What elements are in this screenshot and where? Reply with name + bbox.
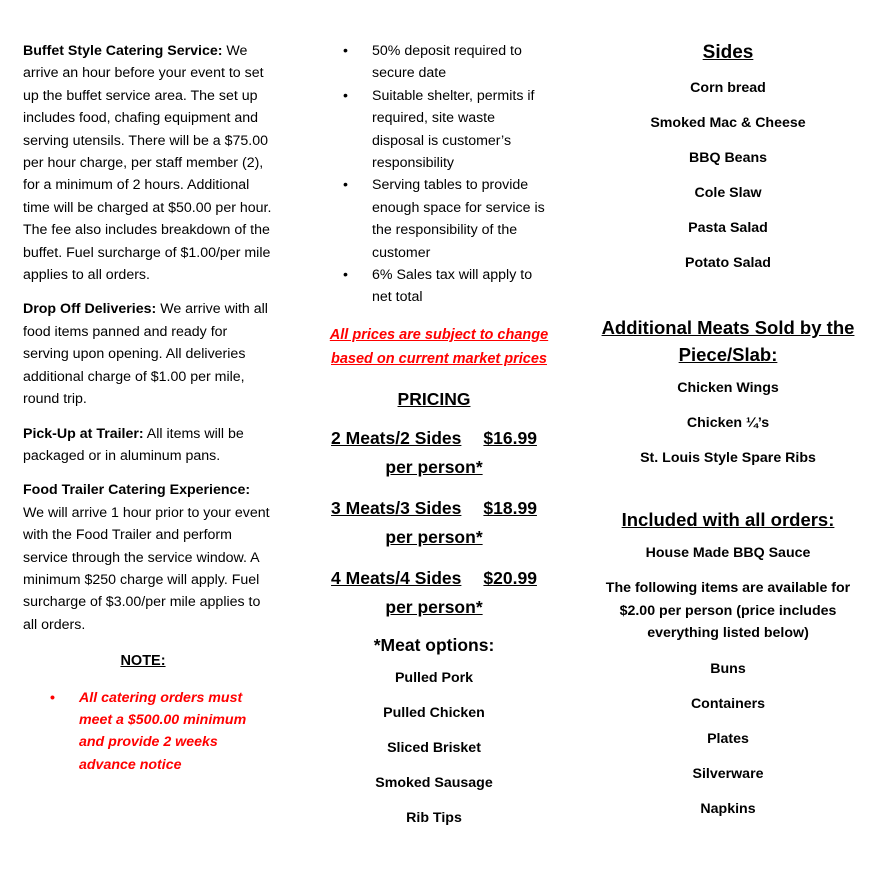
package-price: $18.99 bbox=[483, 497, 537, 518]
service-heading: Food Trailer Catering Experience: bbox=[23, 482, 251, 499]
menu-extras-column bbox=[598, 40, 858, 834]
package-unit: per person* bbox=[385, 526, 483, 547]
package-unit: per person* bbox=[385, 596, 483, 617]
policy-item bbox=[318, 85, 550, 175]
addon-item: Containers bbox=[690, 695, 766, 712]
policy-text: 6% Sales tax will apply to net total bbox=[372, 267, 533, 306]
service-description: All items will be packaged or in aluminum pans. bbox=[23, 425, 244, 464]
package-unit: per person* bbox=[385, 456, 483, 477]
bullet-icon: • bbox=[343, 87, 348, 104]
bullet-icon: • bbox=[343, 43, 348, 59]
additional-meat-item: St. Louis Style Spare Ribs bbox=[640, 450, 816, 466]
addon-list bbox=[598, 659, 858, 819]
sides-title: Sides bbox=[702, 42, 754, 63]
price-disclaimer: All prices are subject to change based on current market prices bbox=[329, 326, 549, 368]
services-column bbox=[23, 40, 273, 776]
meat-options-list bbox=[318, 668, 550, 828]
price-package-4 bbox=[318, 564, 550, 622]
meat-option: Pulled Pork bbox=[394, 669, 474, 686]
note-title: NOTE: bbox=[120, 653, 166, 670]
additional-meat-item: Chicken Wings bbox=[677, 380, 779, 396]
side-item: Corn bread bbox=[690, 80, 766, 96]
meat-option: Rib Tips bbox=[406, 809, 462, 826]
service-buffet bbox=[23, 40, 273, 286]
addon-item: Napkins bbox=[700, 800, 756, 817]
meat-options-title: *Meat options: bbox=[373, 634, 495, 655]
policy-list bbox=[318, 40, 550, 309]
package-price: $16.99 bbox=[483, 427, 537, 448]
price-package-3 bbox=[318, 494, 550, 552]
policies-pricing-column bbox=[318, 40, 550, 843]
bullet-icon: • bbox=[50, 689, 55, 706]
service-description: We arrive with all food items panned and ready for serving upon opening. All deliveries additional charge of $1.00 per mile, round trip. bbox=[23, 301, 268, 408]
additional-meats-list bbox=[598, 378, 858, 468]
additional-meats-title: Additional Meats Sold by the Piece/Slab: bbox=[601, 317, 855, 365]
sides-list bbox=[598, 78, 858, 273]
addon-item: Plates bbox=[707, 730, 749, 747]
policy-text: Suitable shelter, permits if required, site waste disposal is customer’s responsibility bbox=[372, 87, 535, 172]
side-item: Cole Slaw bbox=[694, 185, 762, 201]
note-item bbox=[23, 687, 273, 777]
package-name: 4 Meats/4 Sides bbox=[331, 567, 462, 588]
meat-option: Smoked Sausage bbox=[375, 774, 493, 791]
policy-text: 50% deposit required to secure date bbox=[372, 43, 522, 82]
meat-option: Sliced Brisket bbox=[387, 739, 481, 756]
policy-item bbox=[318, 40, 550, 85]
service-pick-up bbox=[23, 423, 273, 468]
policy-text: Serving tables to provide enough space for service is the responsibility of the customer bbox=[372, 177, 545, 261]
included-title: Included with all orders: bbox=[621, 509, 835, 530]
pricing-title: PRICING bbox=[397, 388, 471, 409]
note-list bbox=[23, 687, 273, 777]
side-item: Pasta Salad bbox=[688, 220, 768, 236]
additional-meat-item: Chicken ¼’s bbox=[686, 415, 770, 431]
service-heading: Pick-Up at Trailer: bbox=[23, 425, 144, 442]
addon-item: Silverware bbox=[692, 765, 764, 782]
bullet-icon: • bbox=[343, 177, 348, 194]
package-name: 3 Meats/3 Sides bbox=[331, 497, 462, 518]
service-food-trailer bbox=[23, 479, 273, 636]
service-heading: Buffet Style Catering Service: bbox=[23, 43, 223, 59]
package-name: 2 Meats/2 Sides bbox=[331, 427, 462, 448]
side-item: Smoked Mac & Cheese bbox=[650, 115, 806, 131]
addon-item: Buns bbox=[710, 660, 746, 677]
bullet-icon: • bbox=[343, 267, 348, 284]
side-item: Potato Salad bbox=[685, 255, 771, 271]
service-heading: Drop Off Deliveries: bbox=[23, 301, 157, 318]
service-description: We will arrive 1 hour prior to your event with the Food Trailer and perform service through the service window. A minimum $250 charge will apply. Fuel surcharge of $3.00/per mile applies to all orders. bbox=[23, 504, 270, 633]
policy-item bbox=[318, 264, 550, 309]
meat-option: Pulled Chicken bbox=[383, 704, 485, 721]
package-price: $20.99 bbox=[483, 567, 537, 588]
included-item: House Made BBQ Sauce bbox=[645, 545, 811, 561]
policy-item bbox=[318, 174, 550, 264]
side-item: BBQ Beans bbox=[688, 150, 768, 166]
addon-note: The following items are available for $2.00 per person (price includes everything listed below) bbox=[605, 580, 851, 641]
note-text: All catering orders must meet a $500.00 minimum and provide 2 weeks advance notice bbox=[79, 689, 247, 773]
service-drop-off bbox=[23, 298, 273, 410]
price-package-2 bbox=[318, 424, 550, 482]
service-description: We arrive an hour before your event to set up the buffet service area. The set up includes food, chafing equipment and serving utensils. There will be a $75.00 per hour charge, per staff member (2), for a minimum of 2 hours. Additional time will be charged at $50.00 per hour. The fee also includes breakdown of the buffet. Fuel surcharge of $1.00/per mile applies to all orders. bbox=[23, 43, 272, 284]
